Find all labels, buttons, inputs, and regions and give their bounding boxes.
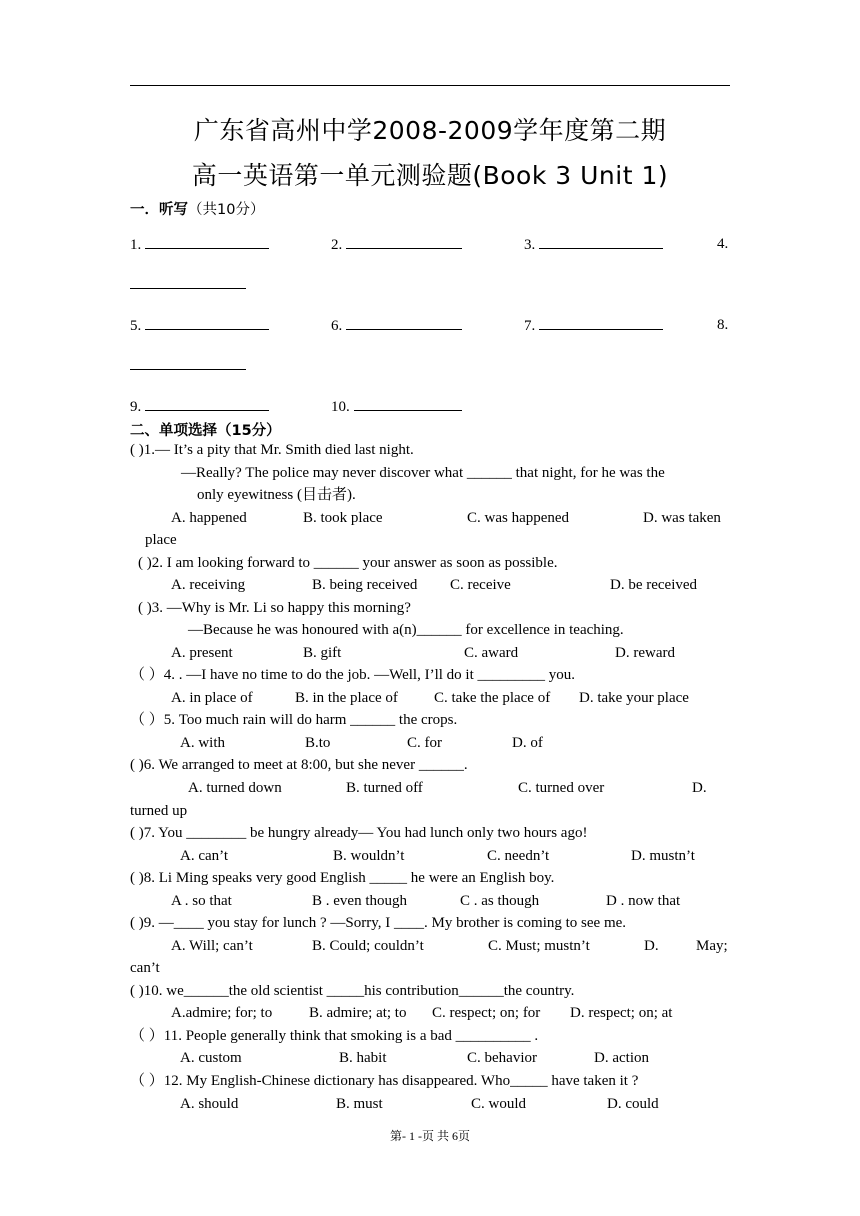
option-d-wrap: can’t: [130, 960, 160, 976]
page-footer: 第- 1 -页 共 6页: [390, 1129, 470, 1143]
option-a[interactable]: A. in place of: [171, 690, 253, 706]
option-d[interactable]: D. could: [607, 1096, 659, 1112]
item-number: 3.: [524, 237, 536, 253]
option-d[interactable]: D . now that: [606, 893, 681, 909]
option-b[interactable]: B. must: [336, 1096, 383, 1112]
option-b[interactable]: B. admire; at; to: [309, 1005, 407, 1021]
question-1-reply: —Really? The police may never discover what ______ that night, for he was the: [181, 465, 665, 481]
option-d[interactable]: D. mustn’t: [631, 848, 695, 864]
option-b[interactable]: B. took place: [303, 510, 383, 526]
option-a[interactable]: A. receiving: [171, 577, 246, 593]
question-1: ( )1.— It’s a pity that Mr. Smith died last night.: [130, 442, 414, 458]
answer-blank[interactable]: [145, 315, 269, 330]
option-b[interactable]: B. habit: [339, 1050, 387, 1066]
page-title: 广东省高州中学2008-2009学年度第二期: [193, 116, 667, 145]
dictation-item-4-number: 4.: [717, 236, 729, 252]
answer-blank[interactable]: [130, 355, 246, 370]
question-3: ( )3. —Why is Mr. Li so happy this morning?: [138, 600, 411, 616]
answer-blank[interactable]: [539, 234, 663, 249]
dictation-item-9: [130, 396, 269, 417]
option-c[interactable]: C. was happened: [467, 510, 570, 526]
option-b[interactable]: B.to: [305, 735, 331, 751]
question-1-reply-cont: only eyewitness (目击者).: [197, 487, 356, 503]
option-b[interactable]: B. turned off: [346, 780, 423, 796]
option-d[interactable]: D. take your place: [579, 690, 689, 706]
question-10: ( )10. we______the old scientist _____his contribution______the country.: [130, 983, 575, 999]
option-d[interactable]: D. respect; on; at: [570, 1005, 673, 1021]
answer-blank[interactable]: [346, 234, 462, 249]
option-d[interactable]: D. of: [512, 735, 543, 751]
answer-blank[interactable]: [539, 315, 663, 330]
dictation-item-6: [331, 315, 462, 336]
option-c[interactable]: C. behavior: [467, 1050, 537, 1066]
option-c[interactable]: C. take the place of: [434, 690, 551, 706]
answer-blank[interactable]: [145, 396, 269, 411]
section-choice-heading: 二、单项选择（15分）: [130, 423, 281, 439]
option-b[interactable]: B. Could; couldn’t: [312, 938, 424, 954]
question-11: （ ）11. People generally think that smoking is a bad __________ .: [130, 1028, 539, 1044]
dictation-item-1: [130, 234, 269, 255]
option-a[interactable]: A. present: [171, 645, 233, 661]
option-a[interactable]: A. custom: [180, 1050, 242, 1066]
question-6: ( )6. We arranged to meet at 8:00, but she never ______.: [130, 757, 468, 773]
item-number: 5.: [130, 318, 142, 334]
section-title: 一．听写: [130, 202, 188, 218]
option-d[interactable]: D.: [644, 938, 659, 954]
answer-blank[interactable]: [130, 274, 246, 289]
option-c[interactable]: C. receive: [450, 577, 511, 593]
option-a[interactable]: A. with: [180, 735, 225, 751]
item-number: 6.: [331, 318, 343, 334]
option-c[interactable]: C. turned over: [518, 780, 605, 796]
answer-blank[interactable]: [346, 315, 462, 330]
option-d[interactable]: D. be received: [610, 577, 698, 593]
option-c[interactable]: C . as though: [460, 893, 540, 909]
question-12: （ ）12. My English-Chinese dictionary has disappeared. Who_____ have taken it ?: [130, 1073, 639, 1089]
answer-blank[interactable]: [145, 234, 269, 249]
option-b[interactable]: B. being received: [312, 577, 418, 593]
option-c[interactable]: C. Must; mustn’t: [488, 938, 590, 954]
question-7: ( )7. You ________ be hungry already— You had lunch only two hours ago!: [130, 825, 588, 841]
option-b[interactable]: B . even though: [312, 893, 407, 909]
option-a[interactable]: A. happened: [171, 510, 247, 526]
dictation-item-10: [331, 396, 462, 417]
option-d[interactable]: D. reward: [615, 645, 675, 661]
option-d-text: May;: [696, 938, 728, 954]
item-number: 9.: [130, 399, 142, 415]
option-a[interactable]: A. should: [180, 1096, 239, 1112]
option-b[interactable]: B. wouldn’t: [333, 848, 405, 864]
option-c[interactable]: C. award: [464, 645, 519, 661]
item-number: 2.: [331, 237, 343, 253]
question-9: ( )9. —____ you stay for lunch ? —Sorry, I ____. My brother is coming to see me.: [130, 915, 627, 931]
option-b[interactable]: B. gift: [303, 645, 342, 661]
dictation-item-4-blank: [130, 274, 246, 295]
dictation-item-8-number: 8.: [717, 317, 729, 333]
option-d[interactable]: D.: [692, 780, 707, 796]
option-b[interactable]: B. in the place of: [295, 690, 398, 706]
option-c[interactable]: C. respect; on; for: [432, 1005, 541, 1021]
item-number: 7.: [524, 318, 536, 334]
dictation-item-7: [524, 315, 663, 336]
option-a[interactable]: A . so that: [171, 893, 232, 909]
option-a[interactable]: A. can’t: [180, 848, 229, 864]
question-8: ( )8. Li Ming speaks very good English _____ he were an English boy.: [130, 870, 555, 886]
option-d[interactable]: D. action: [594, 1050, 649, 1066]
option-a[interactable]: A. turned down: [188, 780, 282, 796]
option-c[interactable]: C. would: [471, 1096, 527, 1112]
option-c[interactable]: C. for: [407, 735, 442, 751]
header-rule: [130, 85, 730, 86]
option-d-wrap: turned up: [130, 803, 188, 819]
dictation-item-2: [331, 234, 462, 255]
option-d-wrap: place: [145, 532, 177, 548]
item-number: 1.: [130, 237, 142, 253]
section-points: （共10分）: [188, 202, 265, 218]
dictation-item-5: [130, 315, 269, 336]
question-3-reply: —Because he was honoured with a(n)______ for excellence in teaching.: [188, 622, 624, 638]
dictation-item-8-blank: [130, 355, 246, 376]
question-4: （ ）4. . —I have no time to do the job. —Well, I’ll do it _________ you.: [130, 667, 575, 683]
item-number: 10.: [331, 399, 350, 415]
dictation-item-3: [524, 234, 663, 255]
page-subtitle: 高一英语第一单元测验题(Book 3 Unit 1): [191, 161, 669, 190]
question-5: （ ）5. Too much rain will do harm ______ the crops.: [130, 712, 458, 728]
question-2: ( )2. I am looking forward to ______ your answer as soon as possible.: [138, 555, 558, 571]
option-a[interactable]: A.admire; for; to: [171, 1005, 273, 1021]
option-d[interactable]: D. was taken: [643, 510, 721, 526]
section-dictation-heading: [130, 198, 264, 219]
option-a[interactable]: A. Will; can’t: [171, 938, 253, 954]
answer-blank[interactable]: [354, 396, 462, 411]
option-c[interactable]: C. needn’t: [487, 848, 550, 864]
